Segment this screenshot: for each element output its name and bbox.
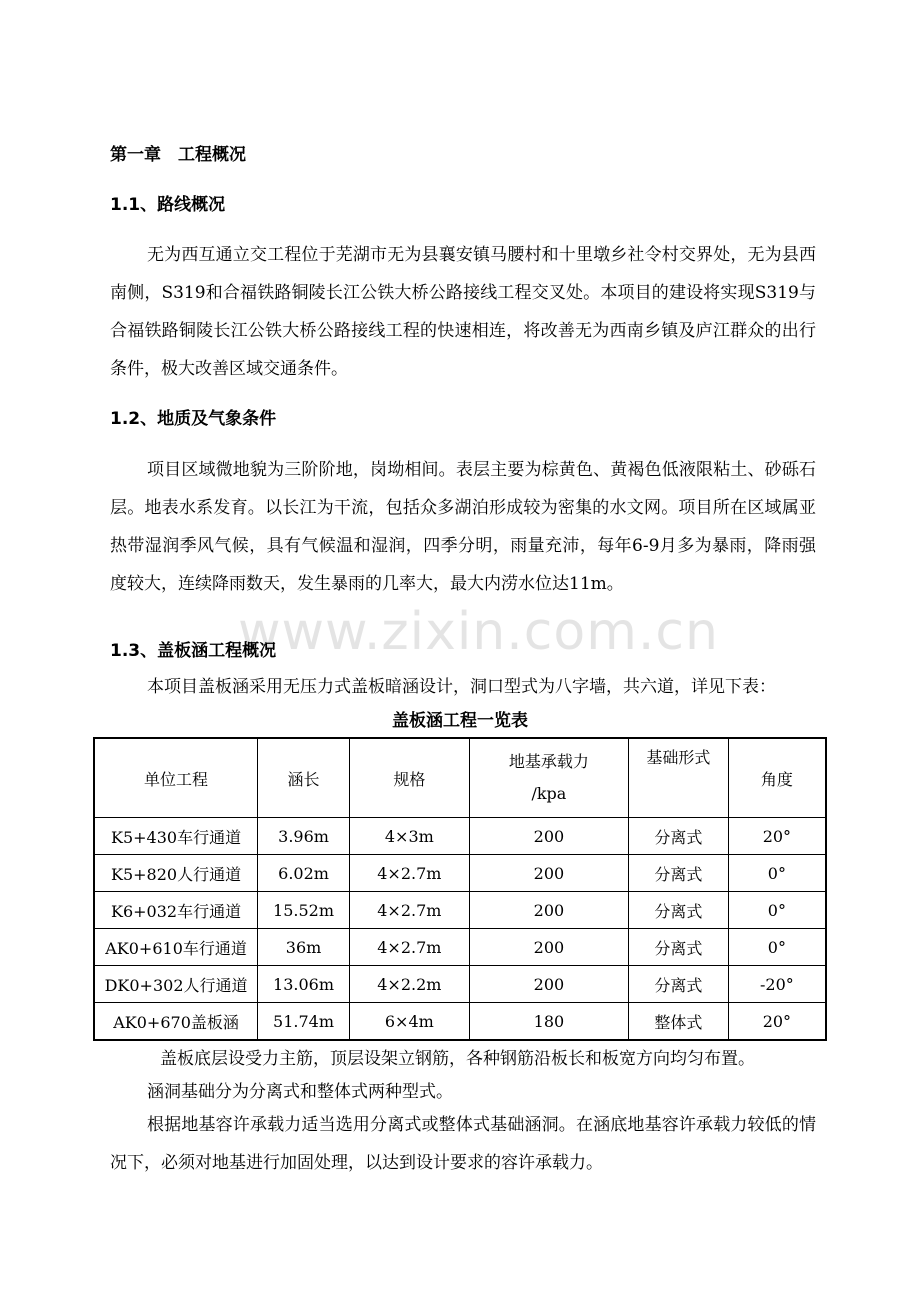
cell-bearing: 200 bbox=[469, 855, 628, 892]
cell-spec: 4×2.2m bbox=[349, 966, 469, 1003]
cell-spec: 4×3m bbox=[349, 818, 469, 855]
cell-angle: 0° bbox=[728, 892, 826, 929]
table-row bbox=[94, 966, 826, 1003]
cell-angle: -20° bbox=[728, 966, 826, 1003]
section-heading-1-1: 1.1、路线概况 bbox=[110, 195, 226, 215]
header-bearing-unit: /kpa bbox=[531, 784, 567, 803]
section-paragraph-1-3: 本项目盖板涵采用无压力式盖板暗涵设计，洞口型式为八字墙，共六道，详见下表： bbox=[147, 677, 776, 697]
cell-foundation: 分离式 bbox=[629, 818, 729, 855]
chapter-title: 第一章 工程概况 bbox=[110, 145, 246, 165]
header-unit: 单位工程 bbox=[94, 738, 258, 818]
section-heading-1-3: 1.3、盖板涵工程概况 bbox=[110, 641, 277, 661]
header-bearing-label: 地基承载力 bbox=[508, 752, 589, 771]
table-title: 盖板涵工程一览表 bbox=[392, 711, 528, 731]
cell-foundation: 整体式 bbox=[629, 1003, 729, 1041]
cell-foundation: 分离式 bbox=[629, 855, 729, 892]
cell-unit: DK0+302人行通道 bbox=[94, 966, 258, 1003]
table-row bbox=[94, 892, 826, 929]
cell-bearing: 180 bbox=[469, 1003, 628, 1041]
table-row bbox=[94, 818, 826, 855]
table-row bbox=[94, 855, 826, 892]
section-paragraph-1-1: 无为西互通立交工程位于芜湖市无为县襄安镇马腰村和十里墩乡社令村交界处，无为县西南侧，S319和合福铁路铜陵长江公铁大桥公路接线工程交叉处。本项目的建设将实现S319与合福铁路铜陵长江公铁大桥公路接线工程的快速相连，将改善无为西南乡镇及庐江群众的出行条件，极大改善区域交通条件。 bbox=[110, 245, 816, 379]
cell-length: 13.06m bbox=[258, 966, 350, 1003]
cell-length: 3.96m bbox=[258, 818, 350, 855]
header-angle: 角度 bbox=[728, 738, 826, 818]
cell-bearing: 200 bbox=[469, 818, 628, 855]
cell-unit: K5+820人行通道 bbox=[94, 855, 258, 892]
cell-spec: 4×2.7m bbox=[349, 892, 469, 929]
table-row bbox=[94, 1003, 826, 1041]
section-paragraph-1-2: 项目区域微地貌为三阶阶地，岗坳相间。表层主要为棕黄色、黄褐色低液限粘土、砂砾石层。地表水系发育。以长江为干流，包括众多湖泊形成较为密集的水文网。项目所在区域属亚热带湿润季风气候，具有气候温和湿润，四季分明，雨量充沛，每年6-9月多为暴雨，降雨强度较大，连续降雨数天，发生暴雨的几率大，最大内涝水位达11m。 bbox=[110, 460, 816, 594]
cell-length: 36m bbox=[258, 929, 350, 966]
cell-bearing: 200 bbox=[469, 929, 628, 966]
after-table-line-1: 盖板底层设受力主筋，顶层设架立钢筋，各种钢筋沿板长和板宽方向均匀布置。 bbox=[160, 1049, 755, 1069]
cell-angle: 0° bbox=[728, 855, 826, 892]
cell-foundation: 分离式 bbox=[629, 966, 729, 1003]
cell-length: 6.02m bbox=[258, 855, 350, 892]
cell-unit: K5+430车行通道 bbox=[94, 818, 258, 855]
watermark: www.zixin.com.cn bbox=[238, 602, 719, 662]
table-row bbox=[94, 929, 826, 966]
cell-angle: 0° bbox=[728, 929, 826, 966]
cell-angle: 20° bbox=[728, 1003, 826, 1041]
cell-unit: K6+032车行通道 bbox=[94, 892, 258, 929]
header-spec: 规格 bbox=[349, 738, 469, 818]
header-bearing bbox=[469, 738, 628, 818]
after-table-paragraph: 根据地基容许承载力适当选用分离式或整体式基础涵洞。在涵底地基容许承载力较低的情况下，必须对地基进行加固处理，以达到设计要求的容许承载力。 bbox=[110, 1115, 816, 1173]
cell-angle: 20° bbox=[728, 818, 826, 855]
cell-foundation: 分离式 bbox=[629, 892, 729, 929]
cell-length: 15.52m bbox=[258, 892, 350, 929]
cell-foundation: 分离式 bbox=[629, 929, 729, 966]
cell-bearing: 200 bbox=[469, 892, 628, 929]
cell-length: 51.74m bbox=[258, 1003, 350, 1041]
header-foundation: 基础形式 bbox=[629, 738, 729, 818]
cell-unit: AK0+670盖板涵 bbox=[94, 1003, 258, 1041]
header-length: 涵长 bbox=[258, 738, 350, 818]
cell-unit: AK0+610车行通道 bbox=[94, 929, 258, 966]
cell-bearing: 200 bbox=[469, 966, 628, 1003]
section-heading-1-2: 1.2、地质及气象条件 bbox=[110, 409, 277, 429]
culvert-table bbox=[93, 737, 827, 1041]
cell-spec: 4×2.7m bbox=[349, 855, 469, 892]
table-header-row bbox=[94, 738, 826, 818]
cell-spec: 4×2.7m bbox=[349, 929, 469, 966]
cell-spec: 6×4m bbox=[349, 1003, 469, 1041]
after-table-line-2: 涵洞基础分为分离式和整体式两种型式。 bbox=[147, 1082, 453, 1102]
